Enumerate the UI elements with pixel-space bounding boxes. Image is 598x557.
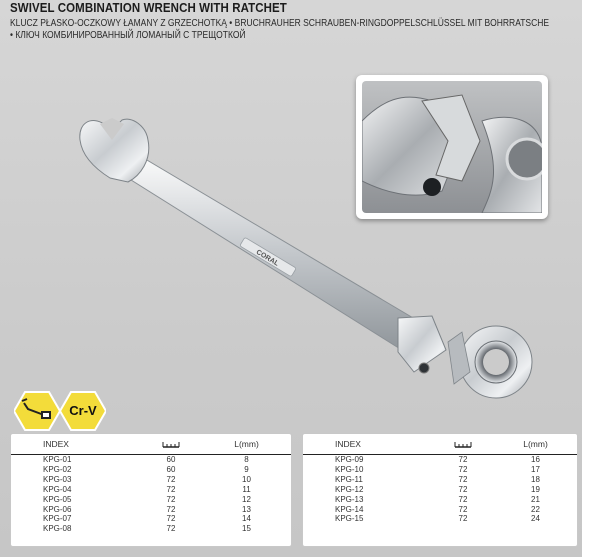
row-size: 72 [166, 504, 176, 514]
table-header-row [303, 434, 577, 455]
row-length: 18 [531, 474, 540, 484]
row-size: 72 [458, 455, 468, 464]
table-row [11, 455, 291, 465]
column-length: L(mm) [523, 439, 548, 449]
table-row [303, 495, 577, 505]
row-length: 14 [242, 514, 251, 524]
row-length: 8 [244, 455, 249, 464]
brand-engraving: CORAL [254, 248, 280, 268]
row-size: 60 [166, 464, 176, 474]
detail-photo-card [356, 75, 548, 219]
row-index: KPG-05 [43, 494, 72, 504]
table-row [303, 505, 577, 515]
row-length: 11 [242, 484, 251, 494]
row-index: KPG-04 [43, 484, 72, 494]
row-length: 10 [242, 474, 251, 484]
column-length: L(mm) [234, 439, 259, 449]
wrench-size-icon [454, 440, 472, 449]
row-size: 72 [166, 494, 176, 504]
row-length: 21 [531, 494, 540, 504]
row-length: 24 [531, 514, 540, 524]
row-size: 72 [458, 504, 468, 514]
page-margin [582, 0, 598, 557]
wrench-size-icon [162, 440, 180, 449]
row-size: 72 [458, 464, 468, 474]
row-length: 9 [244, 464, 249, 474]
row-index: KPG-10 [335, 464, 364, 474]
spec-table-right [302, 433, 578, 547]
row-length: 13 [242, 504, 251, 514]
row-size: 72 [166, 474, 176, 484]
table-row [303, 455, 577, 465]
angle-badge [14, 391, 60, 431]
row-length: 22 [531, 504, 540, 514]
row-size: 72 [458, 474, 468, 484]
row-index: KPG-12 [335, 484, 364, 494]
row-index: KPG-11 [335, 474, 363, 484]
ratchet-detail-photo [362, 81, 542, 213]
row-size: 72 [458, 494, 468, 504]
row-length: 16 [531, 455, 540, 464]
row-length: 12 [242, 494, 251, 504]
material-label: Cr-V [69, 403, 97, 418]
table-row [303, 514, 577, 524]
table-row [11, 485, 291, 495]
row-index: KPG-03 [43, 474, 72, 484]
column-size [432, 434, 494, 455]
table-row [11, 514, 291, 524]
row-index: KPG-02 [43, 464, 72, 474]
row-index: KPG-13 [335, 494, 364, 504]
row-index: KPG-06 [43, 504, 72, 514]
table-row [11, 495, 291, 505]
row-index: KPG-07 [43, 514, 72, 524]
material-badge [60, 391, 106, 431]
table-row [303, 485, 577, 495]
row-size: 72 [166, 514, 176, 524]
page-title: SWIVEL COMBINATION WRENCH WITH RATCHET [10, 1, 287, 15]
column-size [140, 434, 202, 455]
row-length: 17 [531, 464, 540, 474]
page-subtitle: KLUCZ PŁASKO-OCZKOWY ŁAMANY Z GRZECHOTKĄ • BRUCHRAUHER SCHRAUBEN-RINGDOPPELSCHLÜSSEL MIT BOHRRATSCHE • КЛЮЧ КОМБИНИРОВАННЫЙ ЛОМАНЫЙ С ТРЕЩОТКОЙ [10, 18, 550, 41]
row-index: KPG-08 [43, 524, 72, 534]
row-index: KPG-15 [335, 514, 364, 524]
spec-table-left [10, 433, 292, 547]
row-size: 72 [166, 524, 176, 534]
table-row [11, 475, 291, 485]
table-row [303, 465, 577, 475]
table-row [11, 524, 291, 534]
row-index: KPG-09 [335, 455, 364, 464]
row-index: KPG-01 [43, 455, 72, 464]
table-header-row [11, 434, 291, 455]
row-length: 15 [242, 524, 251, 534]
table-row [303, 475, 577, 485]
row-length: 19 [531, 484, 540, 494]
table-row [11, 465, 291, 475]
row-index: KPG-14 [335, 504, 364, 514]
column-index: INDEX [43, 439, 69, 449]
row-size: 60 [166, 455, 176, 464]
row-size: 72 [166, 484, 176, 494]
row-size: 72 [458, 514, 468, 524]
table-row [11, 505, 291, 515]
column-index: INDEX [335, 439, 361, 449]
row-size: 72 [458, 484, 468, 494]
